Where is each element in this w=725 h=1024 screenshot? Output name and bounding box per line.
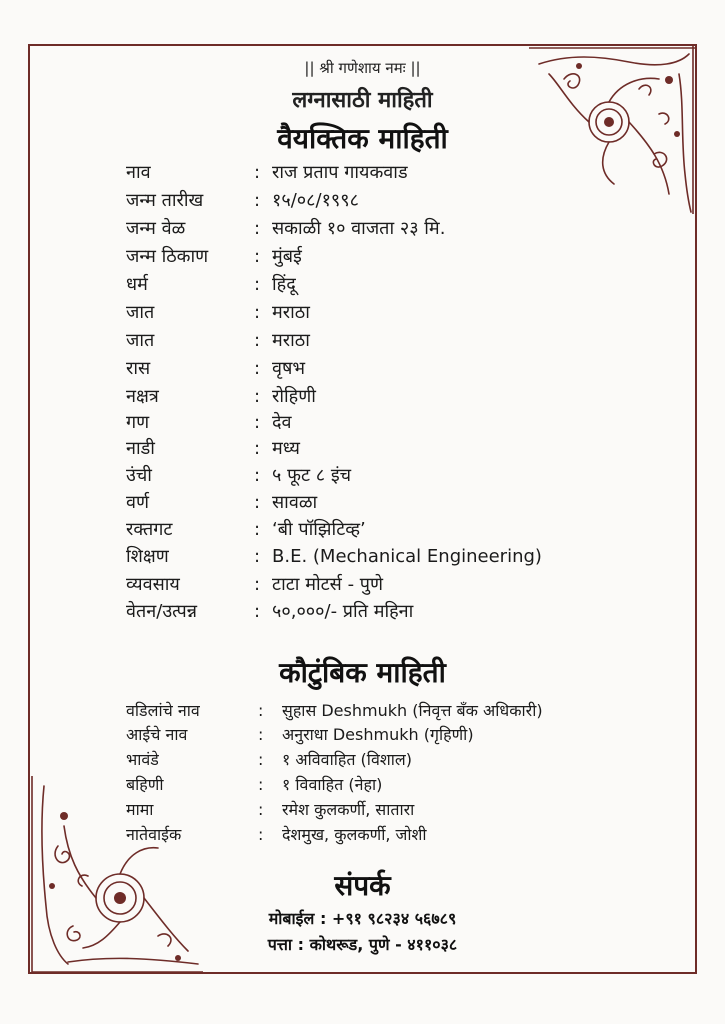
detail-value: B.E. (Mechanical Engineering) [272, 546, 542, 567]
detail-value: देशमुख, कुलकर्णी, जोशी [282, 825, 427, 844]
separator: : [254, 358, 261, 379]
detail-label: जात [126, 302, 155, 323]
section-heading-contact: संपर्क [334, 869, 391, 902]
detail-value: १ विवाहित (नेहा) [282, 775, 383, 794]
document-title: लग्नासाठी माहिती [292, 88, 433, 113]
separator: : [258, 775, 264, 794]
detail-value: ५०,०००/- प्रति महिना [272, 601, 414, 622]
detail-value: १ अविवाहित (विशाल) [282, 750, 412, 769]
detail-value: टाटा मोटर्स - पुणे [272, 574, 384, 595]
separator: : [254, 438, 261, 459]
separator: : [258, 750, 264, 769]
detail-label: नक्षत्र [126, 386, 159, 407]
section-heading-family: कौटुंबिक माहिती [279, 656, 446, 689]
detail-value: ‘बी पॉझिटिव्ह’ [272, 519, 366, 540]
detail-label: व्यवसाय [126, 574, 180, 595]
detail-label: शिक्षण [126, 546, 169, 567]
detail-label: नाडी [126, 438, 155, 459]
detail-value: रोहिणी [272, 386, 316, 407]
detail-value: १५/०८/१९९८ [272, 190, 360, 211]
detail-label: मामा [126, 800, 154, 819]
invocation-text: || श्री गणेशाय नमः || [304, 59, 421, 77]
detail-label: रक्तगट [126, 519, 173, 540]
detail-value: अनुराधा Deshmukh (गृहिणी) [282, 725, 474, 744]
detail-value: मराठा [272, 302, 310, 323]
separator: : [254, 412, 261, 433]
detail-value: सावळा [272, 492, 318, 513]
detail-value: ५ फूट ८ इंच [272, 465, 352, 486]
detail-label: भावंडे [126, 750, 159, 769]
separator: : [254, 465, 261, 486]
separator: : [258, 800, 264, 819]
separator: : [258, 725, 264, 744]
separator: : [254, 574, 261, 595]
detail-value: देव [272, 412, 292, 433]
separator: : [254, 601, 261, 622]
detail-label: नातेवाईक [126, 825, 182, 844]
detail-value: राज प्रताप गायकवाड [272, 162, 408, 183]
detail-value: मराठा [272, 330, 310, 351]
detail-label: आईचे नाव [126, 725, 188, 744]
detail-label: वेतन/उत्पन्न [126, 601, 197, 622]
separator: : [254, 546, 261, 567]
detail-label: जन्म तारीख [126, 190, 204, 211]
separator: : [258, 701, 264, 720]
detail-label: गण [126, 412, 150, 433]
detail-label: बहिणी [126, 775, 164, 794]
detail-label: धर्म [126, 274, 148, 295]
separator: : [254, 190, 261, 211]
detail-value: मुंबई [272, 246, 302, 267]
detail-label: वडिलांचे नाव [126, 701, 200, 720]
detail-label: उंची [126, 465, 152, 486]
separator: : [254, 274, 261, 295]
detail-label: नाव [126, 162, 151, 183]
detail-value: सकाळी १० वाजता २३ मि. [272, 218, 446, 239]
separator: : [254, 162, 261, 183]
detail-label: जन्म ठिकाण [126, 246, 209, 267]
detail-value: हिंदू [272, 274, 296, 295]
detail-label: जन्म वेळ [126, 218, 186, 239]
detail-value: मध्य [272, 438, 300, 459]
detail-value: वृषभ [272, 358, 306, 379]
separator: : [254, 246, 261, 267]
contact-mobile: मोबाईल : +९१ ९८२३४ ५६७८९ [268, 909, 457, 928]
detail-label: रास [126, 358, 151, 379]
separator: : [254, 386, 261, 407]
separator: : [258, 825, 264, 844]
separator: : [254, 330, 261, 351]
separator: : [254, 492, 261, 513]
separator: : [254, 302, 261, 323]
separator: : [254, 218, 261, 239]
detail-value: रमेश कुलकर्णी, सातारा [282, 800, 415, 819]
detail-label: वर्ण [126, 492, 150, 513]
contact-address: पत्ता : कोथरूड, पुणे - ४११०३८ [267, 935, 458, 954]
detail-label: जात [126, 330, 155, 351]
separator: : [254, 519, 261, 540]
section-heading-personal: वैयक्तिक माहिती [277, 122, 448, 155]
detail-value: सुहास Deshmukh (निवृत्त बँक अधिकारी) [282, 701, 543, 720]
